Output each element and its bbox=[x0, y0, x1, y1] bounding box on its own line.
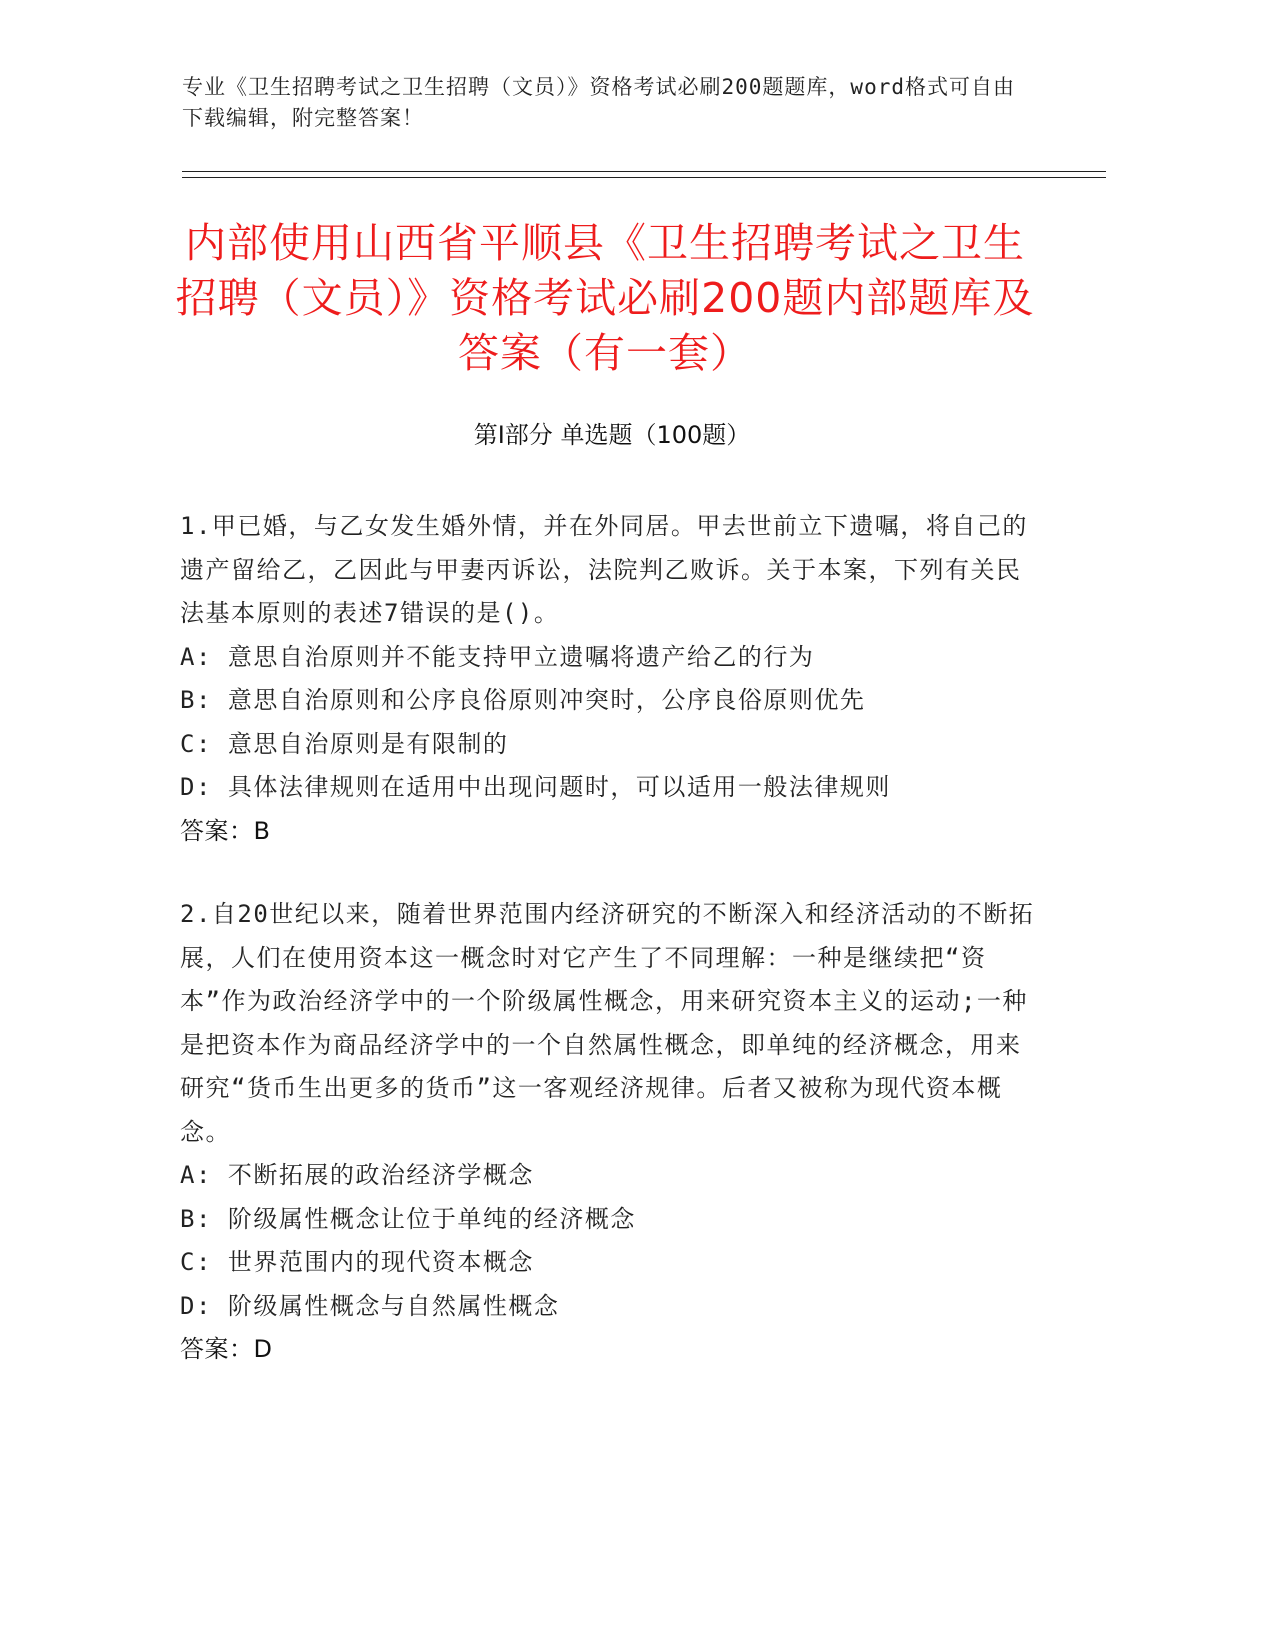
header-divider-bottom bbox=[182, 177, 1106, 178]
question-stem: 2.自20世纪以来，随着世界范围内经济研究的不断深入和经济活动的不断拓展，人们在使用资本这一概念时对它产生了不同理解：一种是继续把“资本”作为政治经济学中的一个阶级属性概念，用来研究资本主义的运动;一种是把资本作为商品经济学中的一个自然属性概念，即单纯的经济概念，用来研究“货币生出更多的货币”这一客观经济规律。后者又被称为现代资本概念。 bbox=[180, 900, 1035, 1146]
header-divider-top bbox=[182, 171, 1106, 172]
question-2 bbox=[180, 893, 1040, 1372]
question-stem: 1.甲已婚，与乙女发生婚外情，并在外同居。甲去世前立下遗嘱，将自己的遗产留给乙，乙因此与甲妻丙诉讼，法院判乙败诉。关于本案，下列有关民法基本原则的表述7错误的是()。 bbox=[180, 512, 1028, 627]
answer: 答案：B bbox=[180, 816, 271, 845]
option-b: B: 意思自治原则和公序良俗原则冲突时，公序良俗原则优先 bbox=[180, 686, 866, 714]
document-title: 内部使用山西省平顺县《卫生招聘考试之卫生招聘（文员）》资格考试必刷200题内部题库及答案（有一套） bbox=[175, 219, 1035, 377]
section-heading: 第Ⅰ部分 单选题（100题） bbox=[473, 421, 751, 449]
option-c: C: 意思自治原则是有限制的 bbox=[180, 729, 509, 758]
option-d: D: 具体法律规则在适用中出现问题时，可以适用一般法律规则 bbox=[180, 773, 891, 801]
option-c: C: 世界范围内的现代资本概念 bbox=[180, 1248, 534, 1276]
option-a: A: 意思自治原则并不能支持甲立遗嘱将遗产给乙的行为 bbox=[180, 642, 815, 671]
answer: 答案：D bbox=[180, 1335, 273, 1363]
question-1 bbox=[180, 505, 1040, 853]
header-note: 专业《卫生招聘考试之卫生招聘（文员）》资格考试必刷200题题库，word格式可自由下载编辑，附完整答案！ bbox=[182, 75, 1015, 130]
option-d: D: 阶级属性概念与自然属性概念 bbox=[180, 1291, 560, 1320]
option-a: A: 不断拓展的政治经济学概念 bbox=[180, 1161, 534, 1189]
option-b: B: 阶级属性概念让位于单纯的经济概念 bbox=[180, 1204, 636, 1233]
